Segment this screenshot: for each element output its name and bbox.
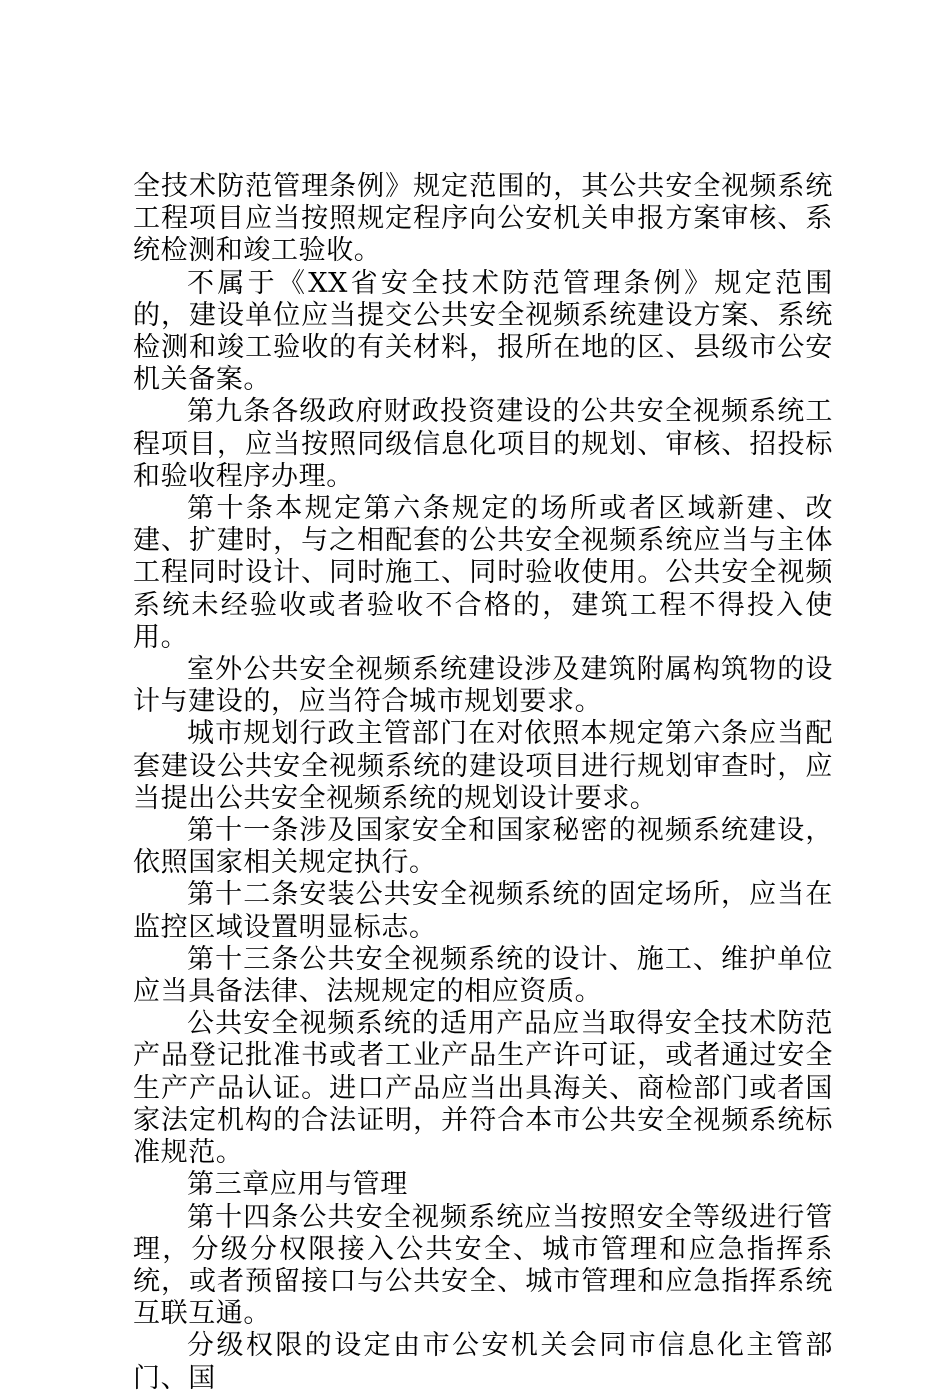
document-body — [133, 171, 833, 1395]
chapter-heading: 第三章应用与管理 — [187, 1169, 408, 1201]
article-13: 第十三条公共安全视频系统的设计、施工、维护单位应当具备法律、法规规定的相应资质。 — [133, 943, 833, 1008]
article-14: 第十四条公共安全视频系统应当按照安全等级进行管理，分级分权限接入公共安全、城市管理和应急指挥系统，或者预留接口与公共安全、城市管理和应急指挥系统互联互通。 — [133, 1201, 833, 1330]
article-12: 第十二条安装公共安全视频系统的固定场所，应当在监控区域设置明显标志。 — [133, 879, 833, 943]
paragraph-outdoor-construction: 室外公共安全视频系统建设涉及建筑附属构筑物的设计与建设的，应当符合城市规划要求。 — [133, 654, 833, 718]
article-9: 第九条各级政府财政投资建设的公共安全视频系统工程项目，应当按照同级信息化项目的规划、审核、招投标和验收程序办理。 — [133, 396, 833, 492]
paragraph-permission-settings: 分级权限的设定由市公安机关会同市信息化主管部门、国 — [133, 1330, 833, 1394]
paragraph-product-certification: 公共安全视频系统的适用产品应当取得安全技术防范产品登记批准书或者工业产品生产许可证，或者通过安全生产产品认证。进口产品应当出具海关、商检部门或者国家法定机构的合法证明，并符合本市公共安全视频系统标准规范。 — [133, 1008, 833, 1169]
paragraph-non-covered-projects: 不属于《XX省安全技术防范管理条例》规定范围的，建设单位应当提交公共安全视频系统建设方案、系统检测和竣工验收的有关材料，报所在地的区、县级市公安机关备案。 — [133, 267, 833, 396]
article-10: 第十条本规定第六条规定的场所或者区域新建、改建、扩建时，与之相配套的公共安全视频系统应当与主体工程同时设计、同时施工、同时验收使用。公共安全视频系统未经验收或者验收不合格的，建筑工程不得投入使用。 — [133, 493, 833, 653]
paragraph-continuation: 全技术防范管理条例》规定范围的，其公共安全视频系统工程项目应当按照规定程序向公安机关申报方案审核、系统检测和竣工验收。 — [133, 171, 833, 267]
paragraph-planning-review: 城市规划行政主管部门在对依照本规定第六条应当配套建设公共安全视频系统的建设项目进行规划审查时，应当提出公共安全视频系统的规划设计要求。 — [133, 718, 833, 814]
article-11: 第十一条涉及国家安全和国家秘密的视频系统建设，依照国家相关规定执行。 — [133, 815, 833, 879]
